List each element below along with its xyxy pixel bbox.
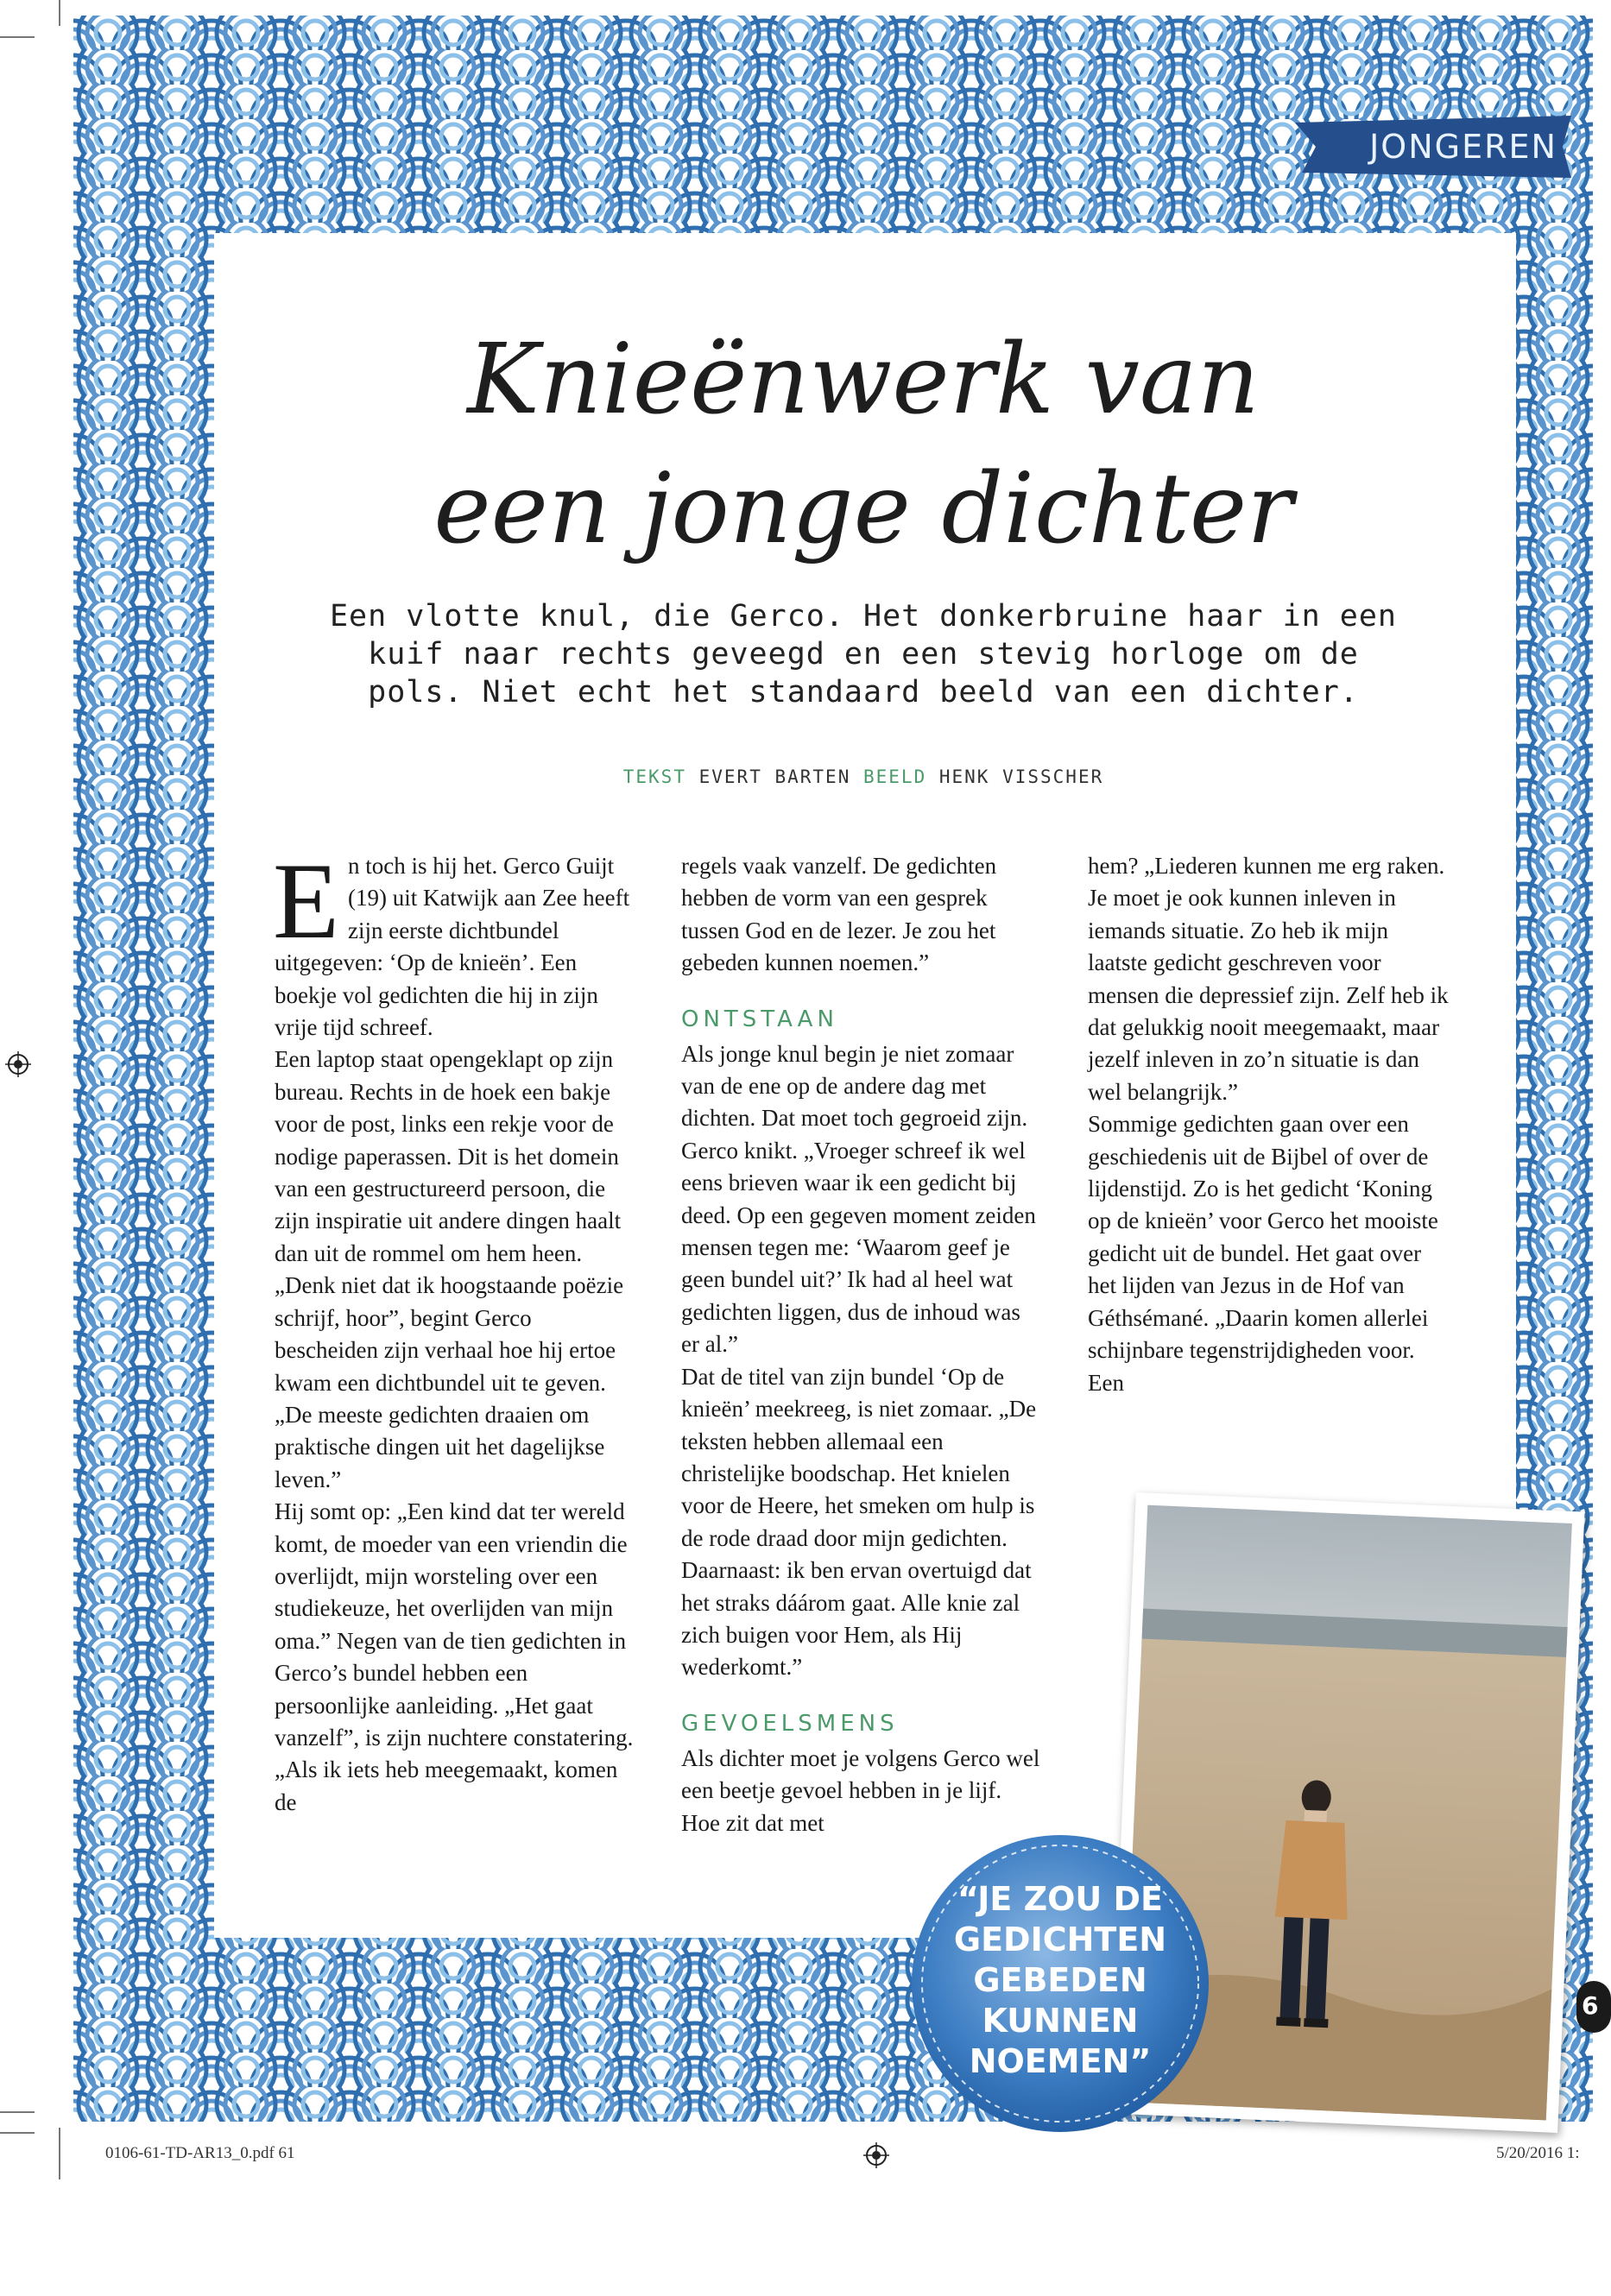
body-paragraph: Sommige gedichten gaan over een geschiedenis uit de Bijbel of over de lijdenstijd. Zo is het gedicht ‘Koning op de knieën’ voor Gerco het mooiste gedicht uit de bundel. Het gaat over het lijden van Jezus in de Hof van Géthsémané. „Daarin komen allerlei schijnbare tegenstrijdigheden voor. Een — [1088, 1111, 1438, 1396]
print-slug-left: 0106-61-TD-AR13_0.pdf 61 — [105, 2144, 295, 2162]
body-column-2 — [681, 850, 1044, 1839]
body-column-3 — [1088, 850, 1450, 1399]
print-slug-right: 5/20/2016 1: — [1496, 2144, 1580, 2162]
quote-line: “JE ZOU DE — [957, 1880, 1164, 1918]
title-line: een jonge dichter — [433, 453, 1293, 565]
drop-cap: E — [273, 842, 339, 962]
image-credit-label: BEELD — [863, 766, 927, 787]
text-credit-label: TEKST — [622, 766, 686, 787]
body-paragraph: En toch is hij het. Gerco Guijt (19) uit Katwijk aan Zee heeft zijn eerste dichtbundel uitgegeven: ‘Op de knieën’. Een boekje vol gedichten die hij in zijn vrije tijd schreef. — [273, 842, 630, 1041]
body-paragraph: Een laptop staat opengeklapt op zijn bureau. Rechts in de hoek een bakje voor de post, links een rekje voor de nodige paperassen. Dit is het domein van een gestructureerd persoon, die zijn inspiratie uit andere dingen haalt dan uit de rommel om hem heen. — [275, 1046, 622, 1266]
page-number: 6 — [1582, 1991, 1599, 2020]
category-label: JONGEREN — [1369, 128, 1557, 166]
title-line: Knieënwerk van — [467, 324, 1260, 436]
crop-mark — [0, 36, 35, 38]
image-credit-author: HENK VISSCHER — [938, 766, 1104, 787]
crop-mark — [59, 2128, 60, 2179]
body-paragraph: „Denk niet dat ik hoogstaande poëzie schrijf, hoor”, begint Gerco bescheiden zijn verhaal hoe hij ertoe kwam een dichtbundel uit te geven. „De meeste gedichten draaien om praktische dingen uit het dagelijkse leven.” — [275, 1272, 624, 1492]
quote-line: KUNNEN — [982, 2002, 1139, 2040]
quote-line: NOEMEN” — [969, 2042, 1152, 2080]
quote-line: GEDICHTEN — [953, 1921, 1167, 1959]
pull-quote — [922, 1879, 1198, 2082]
text-credit-author: EVERT BARTEN — [698, 766, 851, 787]
body-column-1 — [273, 842, 637, 1819]
body-paragraph: Als dichter moet je volgens Gerco wel een beetje gevoel hebben in je lijf. Hoe zit dat met — [681, 1744, 1040, 1836]
body-paragraph: regels vaak vanzelf. De gedichten hebben de vorm van een gesprek tussen God en de lezer. Je zou het gebeden kunnen noemen.” — [681, 853, 997, 976]
body-paragraph: Als jonge knul begin je niet zomaar van de ene op de andere dag met dichten. Dat moet toch gegroeid zijn. Gerco knikt. „Vroeger schreef ik wel eens brieven waar ik een gedicht bij deed. Op een gegeven moment zeiden mensen tegen me: ‘Waarom geef je geen bundel uit?’ Ik had al heel wat gedichten liggen, dus de inhoud was er al.” — [681, 1040, 1036, 1358]
crop-mark — [0, 2132, 35, 2134]
crop-mark — [0, 2111, 35, 2113]
crop-mark — [59, 0, 60, 26]
body-paragraph: hem? „Liederen kunnen me erg raken. Je moet je ook kunnen inleven in iemands situatie. Zo heb ik mijn laatste gedicht geschreven voor mensen die depressief zijn. Zelf heb ik dat gelukkig nooit meegemaakt, maar jezelf inleven in zo’n situatie is dan wel belangrijk.” — [1088, 853, 1449, 1105]
body-paragraph: Hij somt op: „Een kind dat ter wereld komt, de moeder van een vriendin die overlijdt, mijn worsteling over een studiekeuze, het overlijden van mijn oma.” Negen van de tien gedichten in Gerco’s bundel hebben een persoonlijke aanleiding. „Het gaat vanzelf”, is zijn nuchtere constatering. „Als ik iets heb meegemaakt, komen de — [275, 1498, 634, 1815]
article-title — [259, 315, 1468, 574]
section-heading: ONTSTAAN — [681, 1006, 838, 1032]
article-credits — [259, 766, 1468, 787]
article-intro: Een vlotte knul, die Gerco. Het donkerbruine haar in een kuif naar rechts geveegd en een stevig horloge om de pols. Niet echt het standaard beeld van een dichter. — [329, 599, 1398, 710]
quote-line: GEBEDEN — [973, 1961, 1147, 1999]
registration-mark-icon — [863, 2142, 889, 2168]
registration-mark-icon — [5, 1051, 31, 1077]
section-heading: GEVOELSMENS — [681, 1710, 899, 1737]
body-paragraph: Dat de titel van zijn bundel ‘Op de knieën’ meekreeg, is niet zomaar. „De teksten hebben allemaal een christelijke boodschap. Het knielen voor de Heere, het smeken om hulp is de rode draad door mijn gedichten. Daarnaast: ik ben ervan overtuigd dat het straks dáárom gaat. Alle knie zal zich buigen voor Hem, als Hij wederkomt.” — [681, 1363, 1037, 1681]
page-number-tab — [1576, 1981, 1611, 2033]
